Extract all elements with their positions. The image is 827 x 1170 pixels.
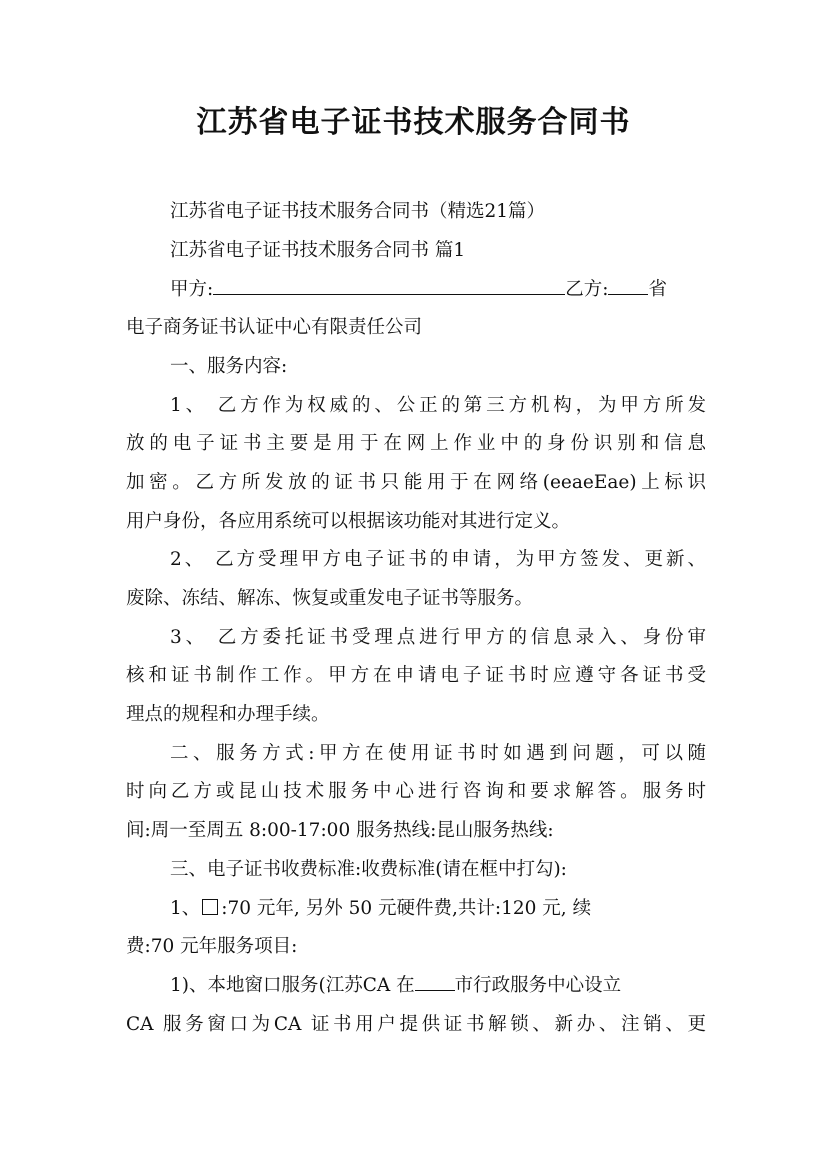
item3-line1: 3、 乙方委托证书受理点进行甲方的信息录入、身份审 (170, 627, 706, 648)
party-b-name: 电子商务证书认证中心有限责任公司 (126, 317, 423, 338)
item1-line1: 1、 乙方作为权威的、公正的第三方机构，为甲方所发 (170, 395, 706, 416)
item3-line3: 理点的规程和办理手续。 (126, 704, 330, 725)
item1-line4: 用户身份，各应用系统可以根据该功能对其进行定义。 (126, 511, 571, 532)
local-service-line1 (170, 971, 706, 1001)
party-b-blank (608, 276, 648, 295)
local-service-suffix: 市行政服务中心设立 (454, 975, 622, 996)
item1-line3: 加密。乙方所发放的证书只能用于在网络(eeaeEae)上标识 (126, 472, 706, 493)
service-method-line1: 二、服务方式:甲方在使用证书时如遇到问题，可以随 (170, 743, 706, 764)
party-line (170, 275, 706, 305)
fee1-line1 (170, 894, 706, 924)
local-service-line2: CA 服务窗口为CA 证书用户提供证书解锁、新办、注销、更 (126, 1014, 706, 1035)
service-method-line2: 时向乙方或昆山技术服务中心进行咨询和要求解答。服务时 (126, 781, 706, 802)
item2-line2: 废除、冻结、解冻、恢复或重发电子证书等服务。 (126, 588, 534, 609)
local-service-prefix: 1)、本地窗口服务(江苏CA 在 (170, 975, 415, 996)
fee1-checkbox[interactable] (202, 899, 218, 915)
item1-line2: 放的电子证书主要是用于在网上作业中的身份识别和信息 (126, 433, 706, 454)
item3-line2: 核和证书制作工作。甲方在申请电子证书时应遵守各证书受 (126, 665, 706, 686)
fee-heading: 三、电子证书收费标准:收费标准(请在框中打勾): (170, 859, 567, 880)
section-heading: 江苏省电子证书技术服务合同书 篇1 (170, 240, 466, 261)
subtitle: 江苏省电子证书技术服务合同书（精选21篇） (170, 201, 546, 222)
service-method-line3: 间:周一至周五 8:00-17:00 服务热线:昆山服务热线: (126, 820, 554, 841)
party-b-label: 乙方: (565, 279, 609, 300)
party-b-suffix: 省 (648, 279, 667, 300)
fee1-line2: 费:70 元年服务项目: (126, 936, 298, 957)
fee1-rest: :70 元年, 另外 50 元硬件费,共计:120 元, 续 (221, 898, 592, 919)
party-a-label: 甲方: (170, 279, 214, 300)
document-title: 江苏省电子证书技术服务合同书 (196, 105, 631, 140)
party-a-blank (213, 276, 565, 295)
item2-line1: 2、 乙方受理甲方电子证书的申请，为甲方签发、更新、 (170, 549, 706, 570)
service-content-heading: 一、服务内容: (170, 356, 288, 377)
fee1-prefix: 1、 (170, 898, 201, 919)
city-blank (415, 972, 455, 991)
